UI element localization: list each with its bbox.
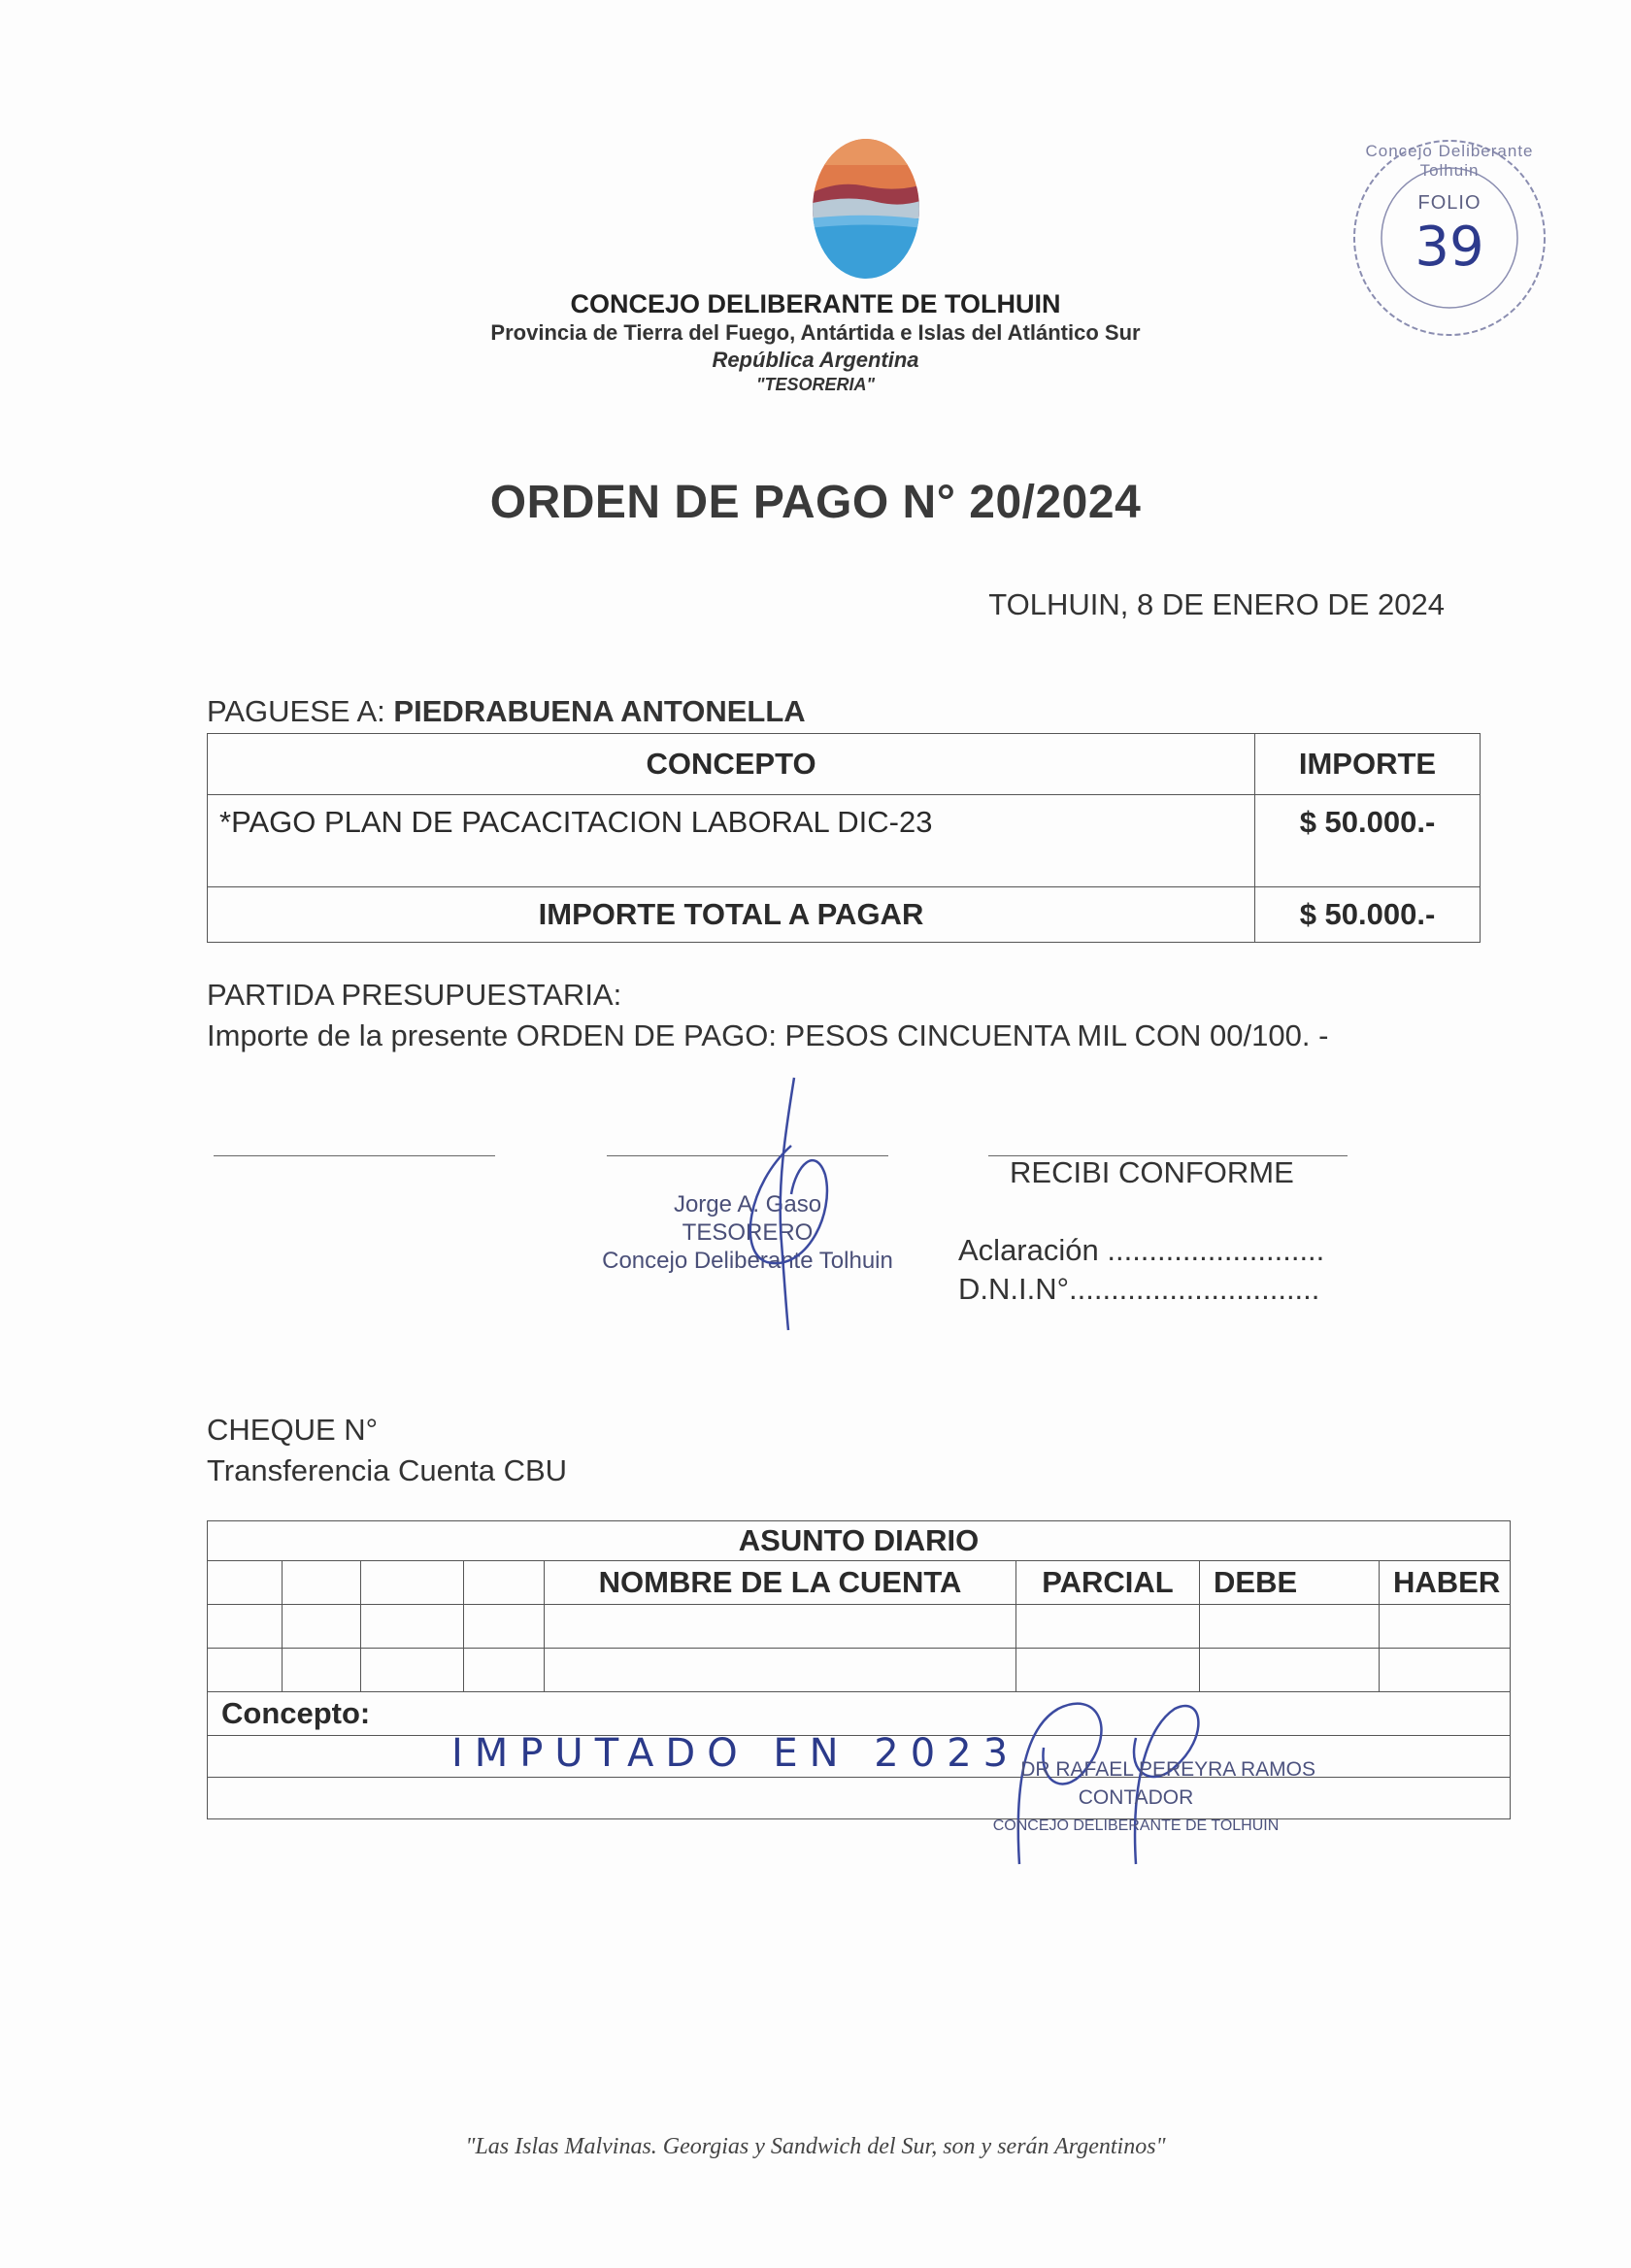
total-label: IMPORTE TOTAL A PAGAR bbox=[208, 887, 1255, 943]
footer-motto: "Las Islas Malvinas. Georgias y Sandwich del Sur, son y serán Argentinos" bbox=[465, 2134, 1166, 2159]
journal-cell bbox=[208, 1649, 283, 1692]
treasurer-org: Concejo Deliberante Tolhuin bbox=[602, 1248, 893, 1274]
journal-row bbox=[208, 1605, 1511, 1649]
partial-header: PARCIAL bbox=[1016, 1561, 1200, 1605]
payment-amount: $ 50.000.- bbox=[1255, 795, 1481, 887]
pay-to-name: PIEDRABUENA ANTONELLA bbox=[393, 694, 806, 728]
journal-cell bbox=[361, 1561, 464, 1605]
treasurer-signature bbox=[709, 1068, 864, 1340]
journal-cell bbox=[1380, 1649, 1511, 1692]
journal-row bbox=[208, 1649, 1511, 1692]
journal-cell bbox=[464, 1649, 545, 1692]
journal-cell bbox=[545, 1605, 1016, 1649]
journal-concept-row bbox=[208, 1692, 1511, 1736]
budget-label: PARTIDA PRESUPUESTARIA: bbox=[207, 978, 622, 1012]
journal-cell bbox=[464, 1605, 545, 1649]
journal-cell bbox=[361, 1649, 464, 1692]
document-title: ORDEN DE PAGO N° 20/2024 bbox=[489, 477, 1142, 528]
budget-section bbox=[207, 975, 1328, 1056]
signature-line-left bbox=[214, 1155, 495, 1156]
journal-cell bbox=[1380, 1605, 1511, 1649]
pay-to bbox=[207, 694, 806, 729]
journal-cell bbox=[464, 1561, 545, 1605]
journal-cell bbox=[1200, 1605, 1380, 1649]
journal-title-row bbox=[208, 1521, 1511, 1561]
journal-cell bbox=[283, 1649, 361, 1692]
treasurer-name: Jorge A. Gaso bbox=[673, 1191, 822, 1217]
province-name: Provincia de Tierra del Fuego, Antártida e Islas del Atlántico Sur bbox=[490, 320, 1141, 345]
journal-cell bbox=[1016, 1605, 1200, 1649]
clarification-field: Aclaración .......................... bbox=[958, 1233, 1325, 1267]
cheque-label: CHEQUE N° bbox=[207, 1413, 379, 1447]
transfer-label: Transferencia Cuenta CBU bbox=[207, 1453, 568, 1487]
budget-amount-text: Importe de la presente ORDEN DE PAGO: PESOS CINCUENTA MIL CON 00/100. - bbox=[207, 1018, 1329, 1052]
payment-row bbox=[208, 795, 1481, 887]
organization-logo bbox=[809, 136, 923, 282]
department-name: "TESORERIA" bbox=[755, 375, 876, 394]
journal-cell bbox=[545, 1649, 1016, 1692]
concept-header: CONCEPTO bbox=[208, 734, 1255, 795]
journal-concept-handwritten: IMPUTADO EN 2023 bbox=[451, 1731, 1020, 1776]
folio-ring-text: Concejo Deliberante Tolhuin bbox=[1365, 142, 1534, 180]
debit-header: DEBE bbox=[1200, 1561, 1380, 1605]
republic-name: República Argentina bbox=[712, 348, 919, 372]
receiver-details bbox=[958, 1231, 1324, 1309]
journal-cell bbox=[361, 1605, 464, 1649]
journal-concept-label: Concepto: bbox=[208, 1692, 1511, 1736]
cheque-section bbox=[207, 1410, 567, 1491]
journal-title: ASUNTO DIARIO bbox=[208, 1521, 1511, 1561]
pay-to-label: PAGUESE A: bbox=[207, 694, 385, 728]
treasurer-title: TESORERO bbox=[682, 1219, 814, 1246]
journal-cell bbox=[1200, 1649, 1380, 1692]
received-label: RECIBI CONFORME bbox=[1010, 1155, 1294, 1189]
payment-table-header bbox=[208, 734, 1481, 795]
organization-name: CONCEJO DELIBERANTE DE TOLHUIN bbox=[570, 289, 1061, 318]
journal-cell bbox=[283, 1561, 361, 1605]
folio-label: FOLIO bbox=[1417, 192, 1481, 214]
payment-concept: *PAGO PLAN DE PACACITACION LABORAL DIC-23 bbox=[208, 795, 1255, 887]
accountant-org: CONCEJO DELIBERANTE DE TOLHUIN bbox=[992, 1818, 1280, 1834]
total-amount: $ 50.000.- bbox=[1255, 887, 1481, 943]
journal-cell bbox=[208, 1561, 283, 1605]
account-name-header: NOMBRE DE LA CUENTA bbox=[545, 1561, 1016, 1605]
journal-cell bbox=[283, 1605, 361, 1649]
amount-header: IMPORTE bbox=[1255, 734, 1481, 795]
payment-total-row bbox=[208, 887, 1481, 943]
accountant-title: CONTADOR bbox=[1078, 1786, 1194, 1809]
credit-header: HABER bbox=[1380, 1561, 1511, 1605]
journal-cell bbox=[208, 1605, 283, 1649]
folio-number: 39 bbox=[1415, 216, 1484, 279]
dni-field: D.N.I.N°.............................. bbox=[958, 1272, 1320, 1306]
journal-header-row bbox=[208, 1561, 1511, 1605]
accountant-stamp bbox=[956, 1755, 1315, 1840]
accountant-name: DR RAFAEL PEREYRA RAMOS bbox=[1020, 1758, 1315, 1781]
payment-table bbox=[207, 733, 1481, 943]
document-date: TOLHUIN, 8 DE ENERO DE 2024 bbox=[988, 587, 1445, 621]
